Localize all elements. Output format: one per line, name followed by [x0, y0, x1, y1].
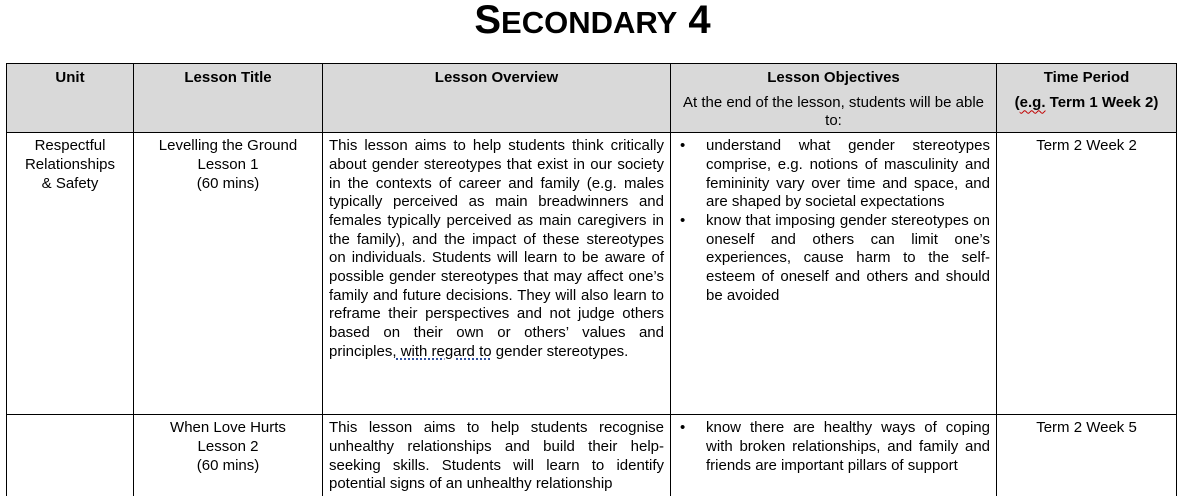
lesson-number: Lesson 1	[197, 155, 259, 173]
page-title-rest: ECONDARY	[501, 5, 678, 40]
unit-line: & Safety	[41, 174, 99, 192]
lesson-overview-cell	[323, 415, 671, 496]
table-row	[7, 415, 1177, 496]
header-time-period-example: Term 1 Week 2)	[1045, 93, 1159, 111]
unit-cell	[7, 133, 134, 415]
objectives-list	[677, 137, 990, 305]
header-time-period-label: Time Period	[1043, 69, 1130, 86]
header-lesson-objectives	[671, 64, 997, 133]
header-lesson-objectives-label: Lesson Objectives	[767, 69, 900, 86]
lesson-plan-table	[6, 63, 1177, 496]
lesson-overview-flagged-phrase: with regard to	[396, 342, 492, 360]
header-unit-label: Unit	[55, 69, 85, 86]
table-row	[7, 133, 1177, 415]
time-period-value: Term 2 Week 2	[1036, 137, 1137, 155]
page-title-number: 4	[677, 0, 711, 42]
header-lesson-overview	[323, 64, 671, 133]
table-header-row	[7, 64, 1177, 133]
lesson-overview-text: This lesson aims to help students recognise unhealthy relationships and build their help-seeking skills. Students will learn to identify potential signs of an unhealthy relationship	[329, 419, 664, 493]
header-time-period-paren: (	[1014, 93, 1020, 111]
objective-item: • know there are healthy ways of coping with broken relationships, and family and friends are important pillars of support	[677, 419, 990, 475]
lesson-title-cell	[134, 415, 323, 496]
lesson-title-cell	[134, 133, 323, 415]
header-lesson-overview-label: Lesson Overview	[434, 69, 559, 86]
lesson-duration: (60 mins)	[196, 456, 260, 474]
objective-item: • understand what gender stereotypes comprise, e.g. notions of masculinity and femininity vary over time and space, and are shaped by societal expectations	[677, 137, 990, 212]
lesson-overview-text: This lesson aims to help students think critically about gender stereotypes that exist in our society in the contexts of career and family (e.g. males typically perceived as main breadwinners and females typically perceived as main caregivers in the family), and the impact of these stereotypes on individuals. Students will learn to be aware of possible gender stereotypes that may affect one’s family and future decisions. They will also learn to reframe their perspectives and not judge others based on their own or others’ values and principles,	[329, 137, 664, 360]
header-lesson-title-label: Lesson Title	[184, 69, 272, 86]
header-lesson-title	[134, 64, 323, 133]
time-period-cell	[997, 415, 1177, 496]
page-title-initial: S	[474, 0, 502, 42]
lesson-overview-cell	[323, 133, 671, 415]
unit-line: Respectful	[34, 137, 106, 155]
header-unit	[7, 64, 134, 133]
time-period-cell	[997, 133, 1177, 415]
lesson-duration: (60 mins)	[196, 174, 260, 192]
header-lesson-objectives-sub: At the end of the lesson, students will be able to:	[682, 93, 985, 130]
objectives-list	[677, 419, 990, 475]
time-period-value: Term 2 Week 5	[1036, 419, 1137, 437]
lesson-title-name: Levelling the Ground	[158, 137, 298, 155]
unit-cell-continued	[7, 415, 134, 496]
objective-item: • know that imposing gender stereotypes on oneself and others can limit one’s experiences, cause harm to the self-esteem of oneself and others and should be avoided	[677, 212, 990, 306]
unit-line: Relationships	[24, 155, 116, 173]
lesson-overview-text-end: gender stereotypes.	[491, 342, 629, 360]
lesson-number: Lesson 2	[197, 437, 259, 455]
header-time-period-sub	[1003, 94, 1170, 113]
lesson-objectives-cell	[671, 415, 997, 496]
lesson-objectives-cell	[671, 133, 997, 415]
page-title	[0, 0, 1185, 42]
header-time-period	[997, 64, 1177, 133]
header-time-period-eg: e.g.	[1019, 93, 1046, 111]
lesson-title-name: When Love Hurts	[170, 419, 286, 437]
